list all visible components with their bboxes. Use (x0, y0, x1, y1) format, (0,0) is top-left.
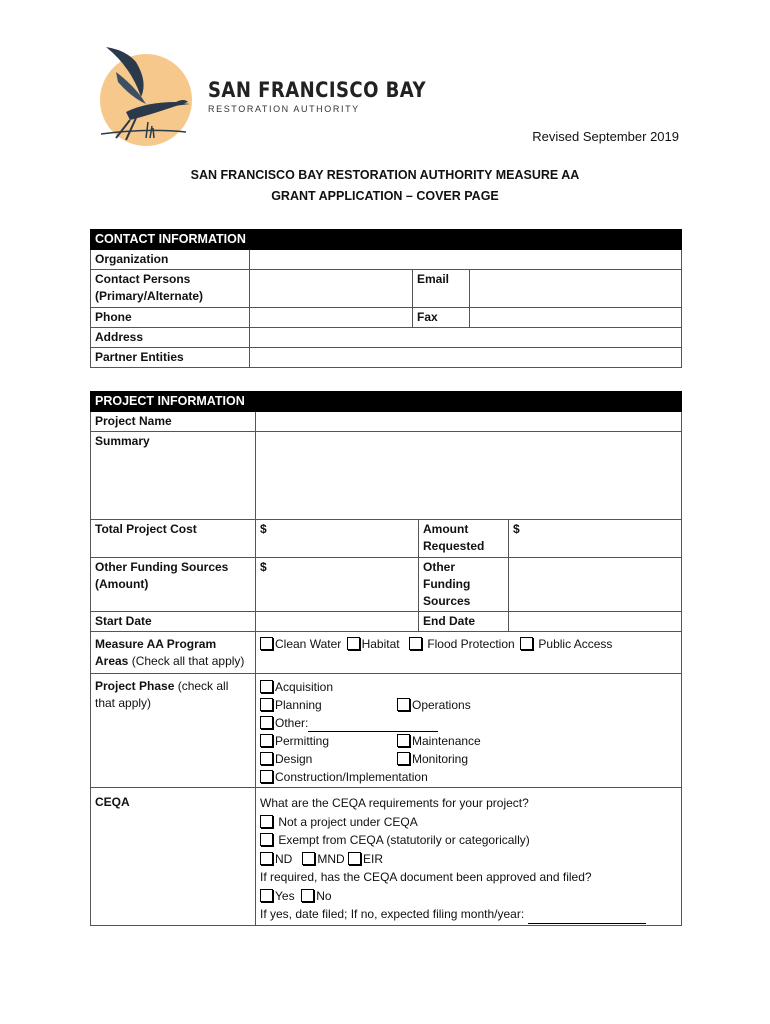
partner-entities-field[interactable] (250, 348, 682, 368)
start-date-label: Start Date (91, 612, 256, 632)
address-field[interactable] (250, 328, 682, 348)
eir-checkbox[interactable] (348, 852, 361, 865)
clean-water-checkbox[interactable] (260, 637, 273, 650)
acquisition-checkbox[interactable] (260, 680, 273, 693)
program-areas-label: Measure AA Program Areas (Check all that apply) (91, 632, 256, 674)
logo-subtitle: RESTORATION AUTHORITY (208, 104, 360, 114)
ceqa-approved-question: If required, has the CEQA document been approved and filed? (260, 870, 592, 884)
construction-checkbox[interactable] (260, 770, 273, 783)
phone-field[interactable] (250, 308, 413, 328)
organization-field[interactable] (250, 250, 682, 270)
project-phase-options: Acquisition Planning Operations Other: Permitting Maintenance Design Monitoring Construction/Implementation (256, 674, 682, 788)
end-date-field[interactable] (509, 612, 682, 632)
contact-information-table (90, 229, 682, 368)
monitoring-checkbox[interactable] (397, 752, 410, 765)
amount-requested-label: Amount Requested (419, 520, 509, 558)
ceqa-label: CEQA (91, 788, 256, 926)
flood-protection-checkbox[interactable] (409, 637, 422, 650)
email-label: Email (413, 270, 470, 308)
project-name-field[interactable] (256, 412, 682, 432)
summary-field[interactable] (256, 432, 682, 520)
partner-entities-label: Partner Entities (91, 348, 250, 368)
maintenance-checkbox[interactable] (397, 734, 410, 747)
project-phase-label: Project Phase (check all that apply) (91, 674, 256, 788)
email-field[interactable] (470, 270, 682, 308)
ceqa-options: What are the CEQA requirements for your project? Not a project under CEQA Exempt from CEQA (statutorily or categorically) ND MND EIR If required, has the CEQA document been approved and filed? Yes No If yes, date filed; If no, expected filing month/year: (256, 788, 682, 926)
other-funding-sources-field[interactable] (509, 558, 682, 612)
not-a-project-checkbox[interactable] (260, 815, 273, 828)
end-date-label: End Date (419, 612, 509, 632)
other-phase-field[interactable] (308, 717, 438, 732)
fax-field[interactable] (470, 308, 682, 328)
total-cost-label: Total Project Cost (91, 520, 256, 558)
other-funding-label: Other Funding Sources (Amount) (91, 558, 256, 612)
ceqa-question: What are the CEQA requirements for your project? (260, 796, 529, 810)
total-cost-field[interactable]: $ (256, 520, 419, 558)
start-date-field[interactable] (256, 612, 419, 632)
exempt-checkbox[interactable] (260, 833, 273, 846)
mnd-checkbox[interactable] (302, 852, 315, 865)
amount-requested-field[interactable]: $ (509, 520, 682, 558)
permitting-checkbox[interactable] (260, 734, 273, 747)
planning-checkbox[interactable] (260, 698, 273, 711)
no-checkbox[interactable] (301, 889, 314, 902)
contact-heading: CONTACT INFORMATION (91, 230, 682, 250)
nd-checkbox[interactable] (260, 852, 273, 865)
document-title: SAN FRANCISCO BAY RESTORATION AUTHORITY MEASURE AA (190, 168, 580, 182)
document-subtitle: GRANT APPLICATION – COVER PAGE (271, 189, 499, 203)
design-checkbox[interactable] (260, 752, 273, 765)
organization-label: Organization (91, 250, 250, 270)
filing-date-field[interactable] (528, 909, 646, 924)
contact-persons-field[interactable] (250, 270, 413, 308)
phone-label: Phone (91, 308, 250, 328)
operations-checkbox[interactable] (397, 698, 410, 711)
other-funding-sources-label: Other Funding Sources (419, 558, 509, 612)
fax-label: Fax (413, 308, 470, 328)
yes-checkbox[interactable] (260, 889, 273, 902)
contact-persons-label: Contact Persons (Primary/Alternate) (91, 270, 250, 308)
program-areas-options: Clean Water Habitat Flood Protection Public Access (256, 632, 682, 674)
summary-label: Summary (91, 432, 256, 520)
other-phase-checkbox[interactable] (260, 716, 273, 729)
public-access-checkbox[interactable] (520, 637, 533, 650)
revised-date: Revised September 2019 (532, 129, 679, 144)
habitat-checkbox[interactable] (347, 637, 360, 650)
project-heading: PROJECT INFORMATION (91, 392, 682, 412)
logo-title: SAN FRANCISCO BAY (208, 78, 427, 102)
project-information-table (90, 391, 682, 926)
address-label: Address (91, 328, 250, 348)
project-name-label: Project Name (91, 412, 256, 432)
other-funding-field[interactable]: $ (256, 558, 419, 612)
